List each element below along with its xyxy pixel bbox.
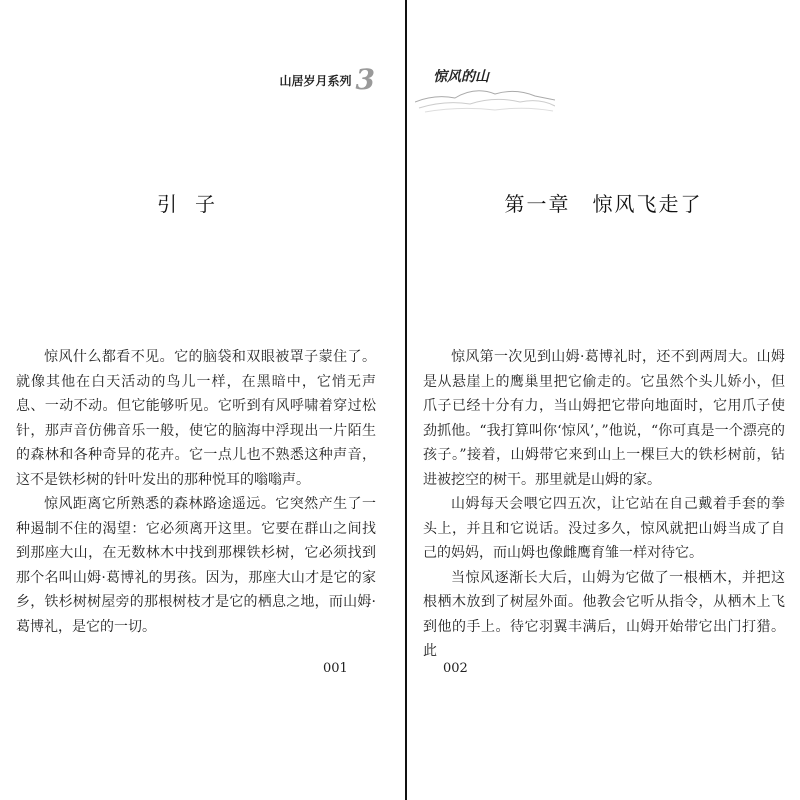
page-number-right: 002 <box>443 661 468 676</box>
paragraph: 山姆每天会喂它四五次，让它站在自己戴着手套的拳头上，并且和它说话。没过多久，惊风就把山姆当成了自己的妈妈，而山姆也像雌鹰育雏一样对待它。 <box>423 496 785 561</box>
series-number: 3 <box>355 63 375 96</box>
paragraph: 惊风第一次见到山姆·葛博礼时，还不到两周大。山姆是从悬崖上的鹰巢里把它偷走的。它虽然个头儿娇小，但爪子已经十分有力，当山姆把它带向地面时，它用爪子使劲抓他。“我打算叫你‘惊风’，”他说，“你可真是一个漂亮的孩子。”接着，山姆带它来到山上一棵巨大的铁杉树前，钻进被挖空的树干。那里就是山姆的家。 <box>423 349 785 488</box>
series-name: 山居岁月系列 <box>279 73 352 88</box>
series-header <box>279 63 376 96</box>
paragraph: 惊风距离它所熟悉的森林路途遥远。它突然产生了一种遏制不住的渴望：它必须离开这里。它要在群山之间找到那座大山，在无数林木中找到那棵铁杉树，它必须找到那个名叫山姆·葛博礼的男孩。因为，那座大山才是它的家乡，铁杉树树屋旁的那根树枝才是它的栖息之地，而山姆·葛博礼，是它的一切。 <box>16 496 376 635</box>
chapter-body <box>423 345 785 664</box>
chapter-title: 第一章 惊风飞走了 <box>504 192 703 216</box>
prologue-body <box>16 345 376 639</box>
paragraph: 当惊风逐渐长大后，山姆为它做了一根栖木，并把这根栖木放到了树屋外面。他教会它听从指令，从栖木上飞到他的手上。待它羽翼丰满后，山姆开始带它出门打猎。此 <box>423 569 785 659</box>
paragraph: 惊风什么都看不见。它的脑袋和双眼被罩子蒙住了。就像其他在白天活动的鸟儿一样，在黑暗中，它悄无声息、一动不动。但它能够听见。它听到有风呼啸着穿过松针，那声音仿佛音乐一般，使它的脑海中浮现出一片陌生的森林和各种奇异的花卉。它一点儿也不熟悉这种声音，这不是铁杉树的针叶发出的那种悦耳的嗡嗡声。 <box>16 349 376 488</box>
page-number-left: 001 <box>323 661 348 676</box>
book-title-header: 惊风的山 <box>433 69 489 85</box>
prologue-title: 引子 <box>157 192 233 216</box>
right-page <box>407 0 800 800</box>
